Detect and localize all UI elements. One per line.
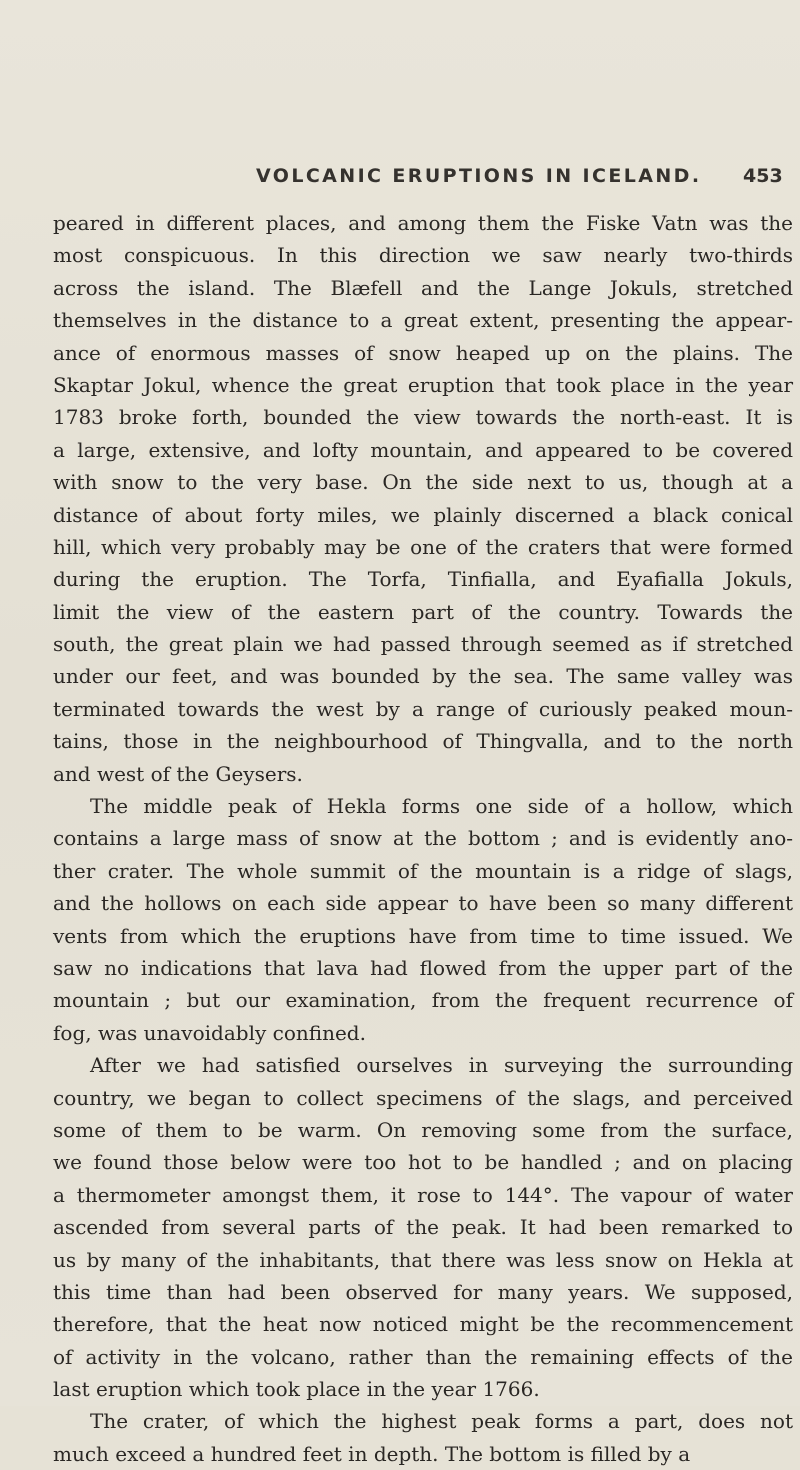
text-line: we found those below were too hot to be handled ; and on placing xyxy=(53,1150,793,1175)
text-line: some of them to be warm. On removing some from the surface, xyxy=(53,1117,793,1142)
text-line: limit the view of the eastern part of the country. Towards the xyxy=(53,599,793,624)
text-line: Skaptar Jokul, whence the great eruption that took place in the year xyxy=(53,372,793,397)
text-line: 1783 broke forth, bounded the view towards the north-east. It is xyxy=(53,405,793,430)
text-line: fog, was unavoidably confined. xyxy=(53,1020,366,1045)
text-line: distance of about forty miles, we plainly discerned a black conical xyxy=(53,502,793,527)
text-line: ascended from several parts of the peak. It had been remarked to xyxy=(53,1215,793,1240)
text-line: much exceed a hundred feet in depth. The bottom is filled by a xyxy=(53,1441,691,1466)
text-line: hill, which very probably may be one of the craters that were formed xyxy=(53,534,793,559)
text-line: us by many of the inhabitants, that there was less snow on Hekla at xyxy=(53,1247,793,1272)
text-line: vents from which the eruptions have from time to time issued. We xyxy=(53,923,793,948)
running-title: VOLCANIC ERUPTIONS IN ICELAND. xyxy=(256,165,702,187)
paragraph xyxy=(53,790,793,1049)
text-line: and the hollows on each side appear to have been so many different xyxy=(53,891,793,916)
text-line: mountain ; but our examination, from the frequent recurrence of xyxy=(53,988,793,1013)
text-line: ther crater. The whole summit of the mountain is a ridge of slags, xyxy=(53,858,793,883)
text-line: terminated towards the west by a range of curiously peaked moun- xyxy=(53,696,793,721)
running-head xyxy=(0,165,800,195)
text-line: south, the great plain we had passed through seemed as if stretched xyxy=(53,632,793,657)
text-line: ance of enormous masses of snow heaped up on the plains. The xyxy=(53,340,793,365)
paragraph xyxy=(53,207,793,790)
text-line: and west of the Geysers. xyxy=(53,761,303,786)
text-line: of activity in the volcano, rather than the remaining effects of the xyxy=(53,1344,793,1369)
text-line: this time than had been observed for many years. We supposed, xyxy=(53,1279,793,1304)
text-line: tains, those in the neighbourhood of Thingvalla, and to the north xyxy=(53,729,793,754)
text-line: therefore, that the heat now noticed might be the recommencement xyxy=(53,1312,793,1337)
text-line: After we had satisfied ourselves in surveying the surrounding xyxy=(90,1053,793,1078)
body-text xyxy=(53,207,793,1470)
text-line: during the eruption. The Torfa, Tinfialla, and Eyafialla Jokuls, xyxy=(53,567,793,592)
paragraph xyxy=(53,1405,793,1470)
text-line: most conspicuous. In this direction we saw nearly two-thirds xyxy=(53,243,793,268)
text-line: a large, extensive, and lofty mountain, and appeared to be covered xyxy=(53,437,793,462)
text-line: with snow to the very base. On the side next to us, though at a xyxy=(53,470,793,495)
text-line: under our feet, and was bounded by the sea. The same valley was xyxy=(53,664,793,689)
text-line: The middle peak of Hekla forms one side of a hollow, which xyxy=(90,794,793,819)
page-number: 453 xyxy=(743,165,783,187)
paragraph xyxy=(53,1049,793,1405)
text-line: peared in different places, and among them the Fiske Vatn was the xyxy=(53,211,793,235)
text-line: across the island. The Blæfell and the Lange Jokuls, stretched xyxy=(53,275,793,300)
text-line: themselves in the distance to a great extent, presenting the appear- xyxy=(53,308,793,333)
text-line: contains a large mass of snow at the bottom ; and is evidently ano- xyxy=(53,826,793,851)
text-line: country, we began to collect specimens of the slags, and perceived xyxy=(53,1085,793,1110)
text-line: last eruption which took place in the year 1766. xyxy=(53,1377,540,1402)
text-line: saw no indications that lava had flowed from the upper part of the xyxy=(53,955,793,980)
text-line: a thermometer amongst them, it rose to 144°. The vapour of water xyxy=(53,1182,793,1207)
text-line: The crater, of which the highest peak forms a part, does not xyxy=(90,1409,793,1434)
